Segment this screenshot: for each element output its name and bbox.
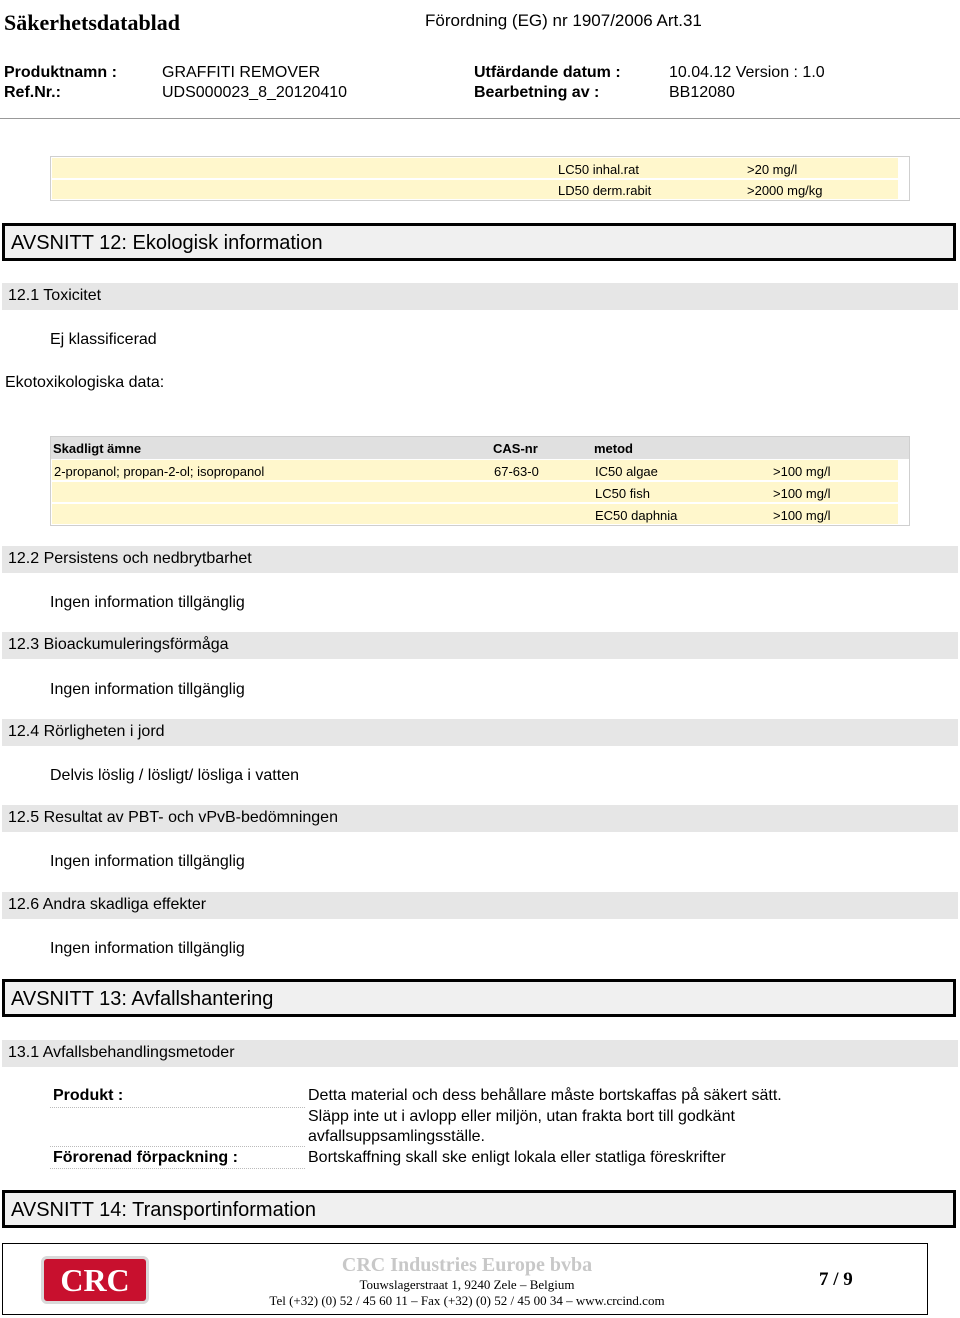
section-14-header: AVSNITT 14: Transportinformation [2,1190,956,1228]
cell-method: IC50 algae [595,464,658,479]
table-row [51,157,899,179]
regulation-reference: Förordning (EG) nr 1907/2006 Art.31 [425,11,702,30]
section-12-header: AVSNITT 12: Ekologisk information [2,223,956,261]
company-contact: Tel (+32) (0) 52 / 45 60 11 – Fax (+32) (0) 52 / 45 00 34 – www.crcind.com [269,1293,665,1308]
cell-value: >100 mg/l [773,508,831,523]
page-number: 7 / 9 [819,1269,853,1290]
waste-product-line1: Detta material och dess behållare måste bortskaffas på säkert sätt. [308,1087,782,1104]
soil-mobility-text: Delvis löslig / lösligt/ lösliga i vatten [50,767,299,784]
company-address: Touwslagerstraat 1, 9240 Zele – Belgium [359,1277,575,1292]
subsection-13-1-title: 13.1 Avfallsbehandlingsmetoder [2,1040,958,1067]
edited-by-label: Bearbetning av : [474,84,600,101]
document-title: Säkerhetsdatablad [4,10,181,35]
col-substance: Skadligt ämne [53,441,142,456]
table-row [51,459,899,481]
persistence-text: Ingen information tillgänglig [50,594,245,611]
tox-test: LC50 inhal.rat [558,162,639,177]
issue-date-value: 10.04.12 Version : 1.0 [669,64,825,81]
subsection-12-1-title: 12.1 Toxicitet [2,283,958,310]
row-divider [50,1107,305,1108]
ref-number-value: UDS000023_8_20120410 [162,84,348,101]
cell-value: >100 mg/l [773,464,831,479]
product-name-label: Produktnamn : [4,64,117,81]
table-row [51,481,899,503]
crc-logo: CRC [41,1256,149,1304]
waste-product-line2: Släpp inte ut i avlopp eller miljön, utan frakta bort till godkänt [308,1108,735,1125]
cell-substance: 2-propanol; propan-2-ol; isopropanol [54,464,265,479]
table-row [51,503,899,525]
tox-value: >20 mg/l [747,162,798,177]
bioaccumulation-text: Ingen information tillgänglig [50,681,245,698]
col-cas: CAS-nr [493,441,538,456]
col-method: metod [594,441,633,456]
cell-value: >100 mg/l [773,486,831,501]
page-footer [2,1243,928,1315]
waste-product-line3: avfallsuppsamlingsställe. [308,1128,485,1145]
product-name-value: GRAFFITI REMOVER [162,64,321,81]
table-row [51,179,899,200]
edited-by-value: BB12080 [669,84,735,101]
issue-date-label: Utfärdande datum : [474,64,621,81]
toxicity-text: Ej klassificerad [50,331,157,348]
ecotox-label: Ekotoxikologiska data: [5,374,165,391]
cell-method: LC50 fish [595,486,650,501]
row-divider [50,1146,305,1147]
section-13-header: AVSNITT 13: Avfallshantering [2,979,956,1017]
subsection-12-6-title: 12.6 Andra skadliga effekter [2,892,958,919]
header-divider [0,118,960,119]
tox-test: LD50 derm.rabit [558,183,652,198]
contaminated-packaging-text: Bortskaffning skall ske enligt lokala eller statliga föreskrifter [308,1149,726,1166]
subsection-12-4-title: 12.4 Rörligheten i jord [2,719,958,746]
subsection-12-3-title: 12.3 Bioackumuleringsförmåga [2,632,958,659]
contaminated-packaging-label: Förorenad förpackning : [53,1149,238,1166]
ref-number-label: Ref.Nr.: [4,84,61,101]
subsection-12-5-title: 12.5 Resultat av PBT- och vPvB-bedömningen [2,805,958,832]
ecotox-table-header [51,437,909,459]
row-divider [50,1168,305,1169]
other-effects-text: Ingen information tillgänglig [50,940,245,957]
pbt-text: Ingen information tillgänglig [50,853,245,870]
waste-product-label: Produkt : [53,1087,124,1104]
cell-cas: 67-63-0 [494,464,539,479]
subsection-12-2-title: 12.2 Persistens och nedbrytbarhet [2,546,958,573]
company-name: CRC Industries Europe bvba [341,1254,593,1276]
tox-value: >2000 mg/kg [747,183,823,198]
cell-method: EC50 daphnia [595,508,678,523]
